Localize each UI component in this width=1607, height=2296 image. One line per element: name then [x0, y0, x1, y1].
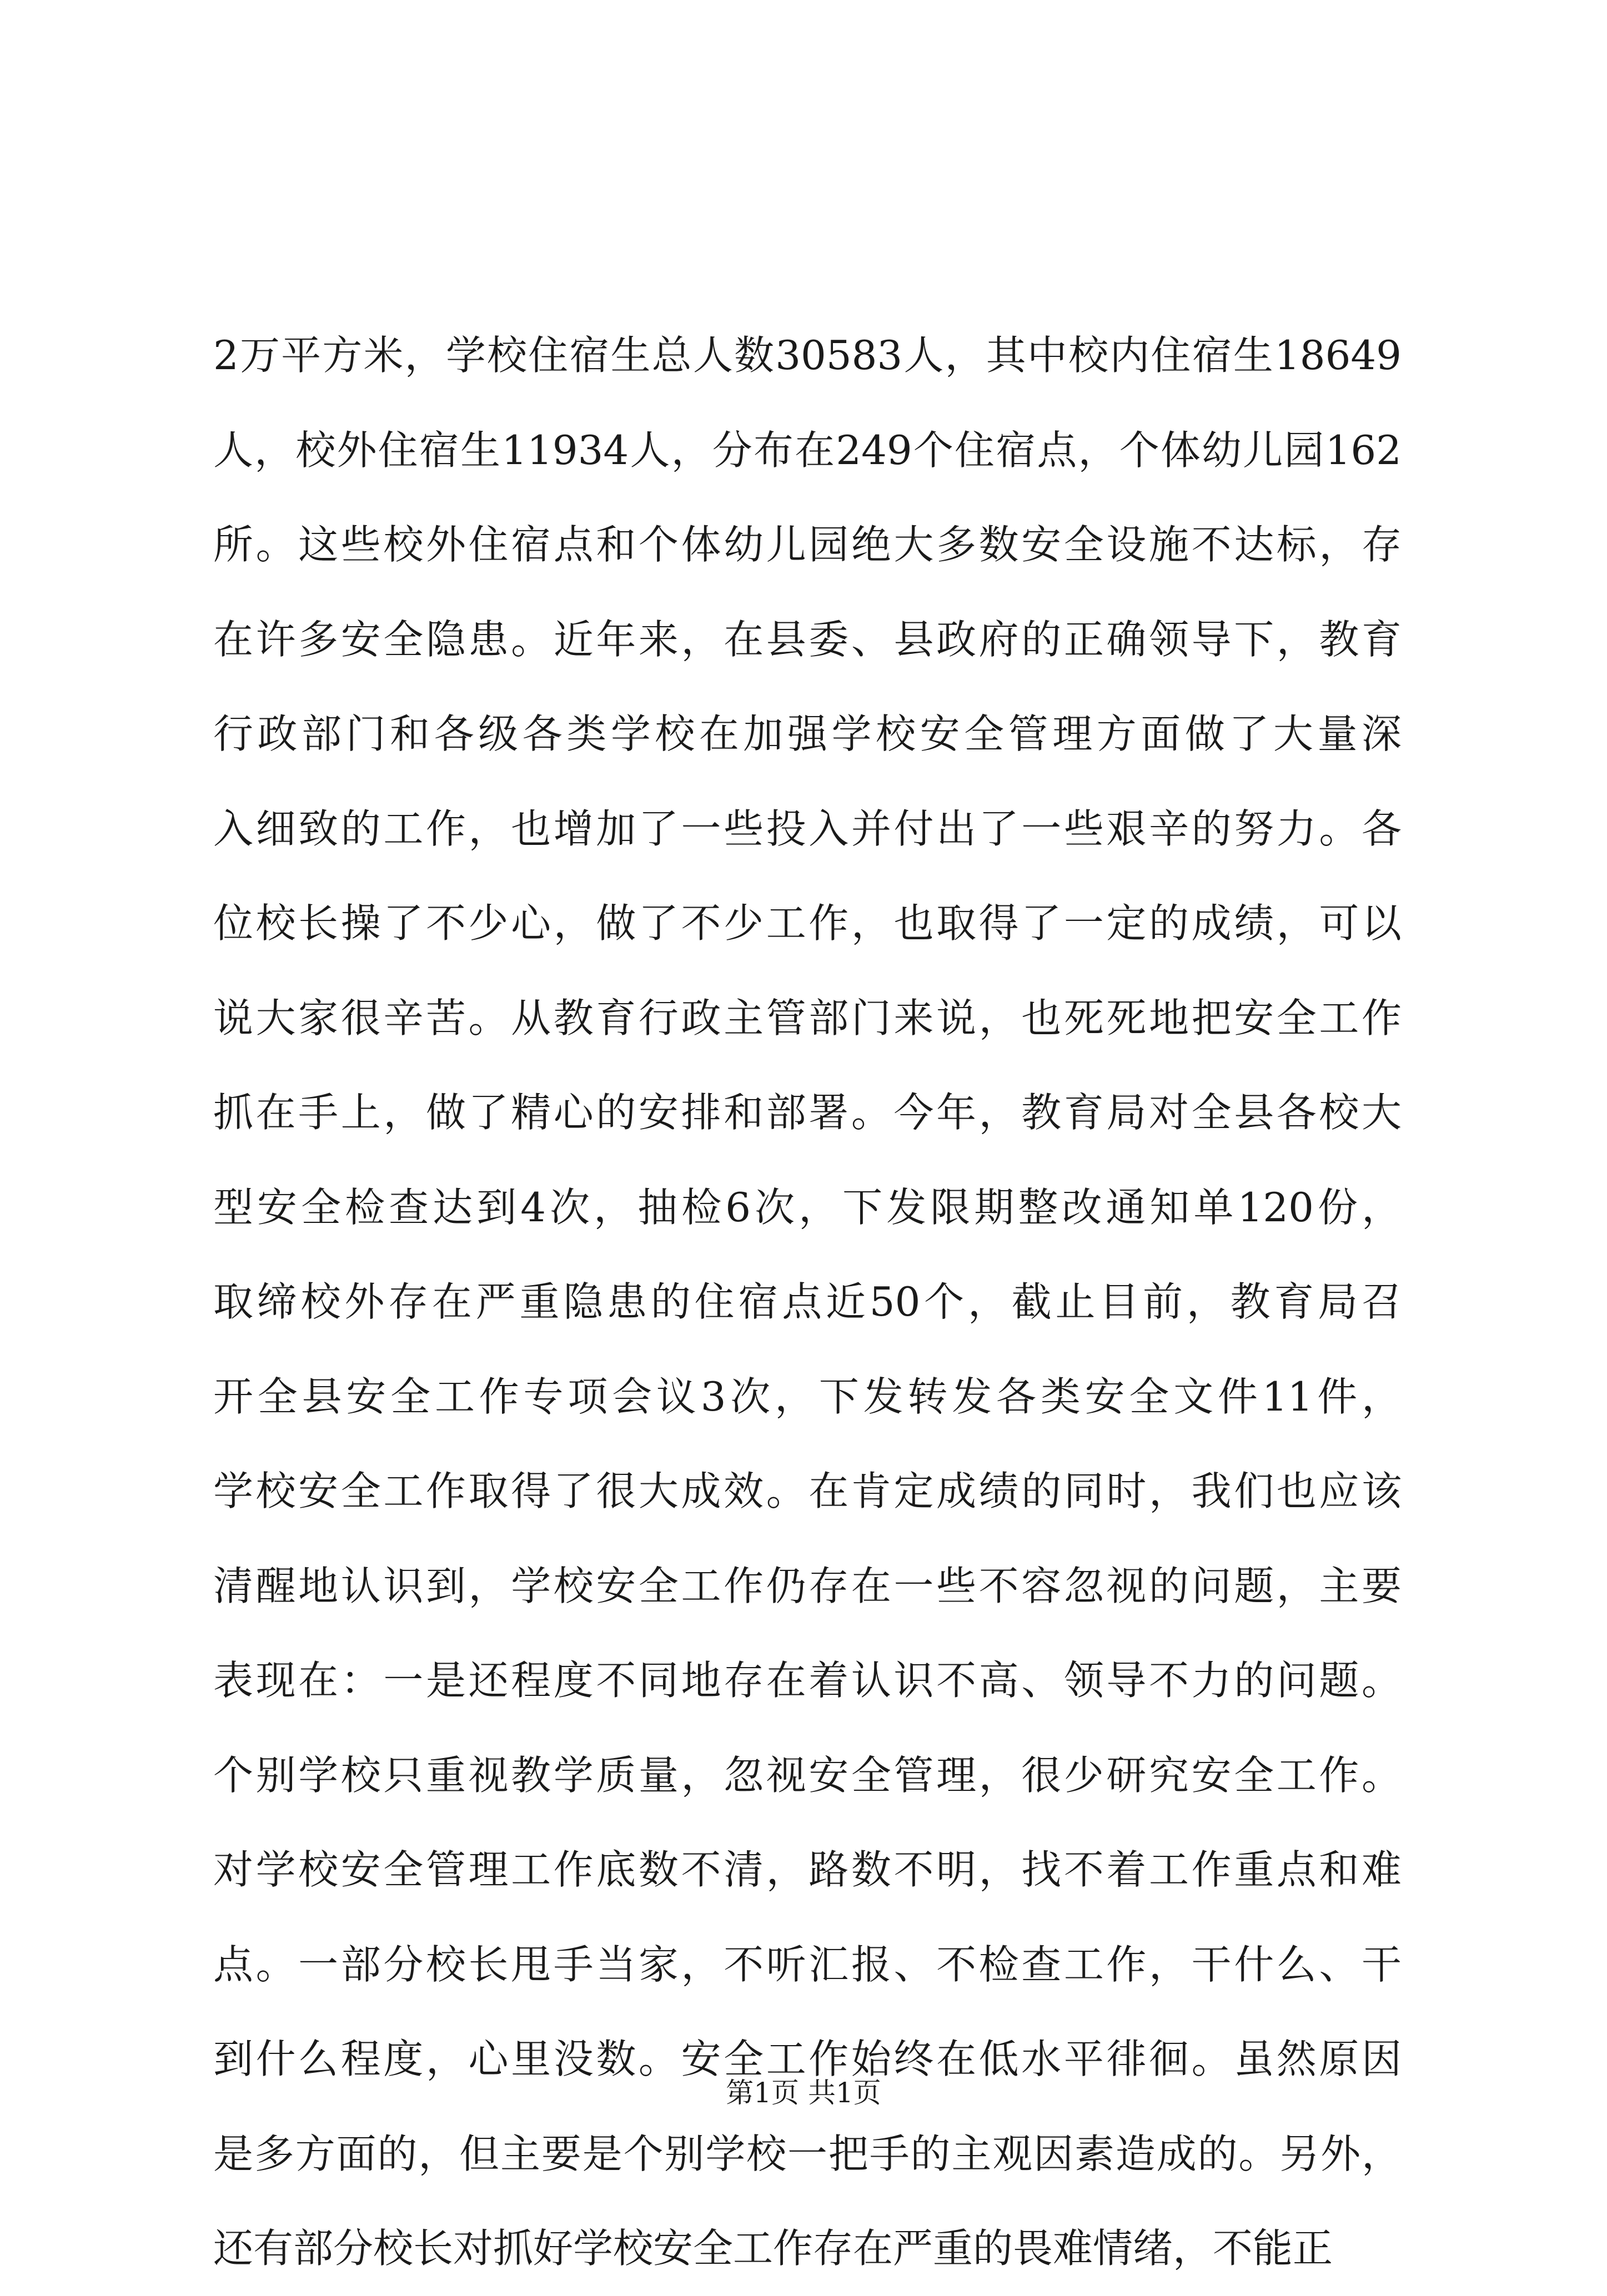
text-line: 个别学校只重视教学质量，忽视安全管理，很少研究安全工作。: [213, 1751, 1402, 1799]
text-line: 是多方面的，但主要是个别学校一把手的主观因素造成的。另外，: [213, 2130, 1402, 2177]
text-line: 取缔校外存在严重隐患的住宿点近50个，截止目前，教育局召: [213, 1278, 1402, 1325]
text-line: 清醒地认识到，学校安全工作仍存在一些不容忽视的问题，主要: [213, 1562, 1402, 1609]
text-line: 2万平方米，学校住宿生总人数30583人，其中校内住宿生18649: [213, 332, 1402, 379]
text-line: 型安全检查达到4次，抽检6次，下发限期整改通知单120份，: [213, 1184, 1402, 1231]
text-line: 还有部分校长对抓好学校安全工作存在严重的畏难情绪，不能正: [213, 2225, 1333, 2272]
text-line: 对学校安全管理工作底数不清，路数不明，找不着工作重点和难: [213, 1846, 1402, 1893]
text-line: 说大家很辛苦。从教育行政主管部门来说，也死死地把安全工作: [213, 994, 1402, 1041]
text-line: 点。一部分校长甩手当家，不听汇报、不检查工作，干什么、干: [213, 1941, 1402, 1988]
text-line: 学校安全工作取得了很大成效。在肯定成绩的同时，我们也应该: [213, 1468, 1402, 1514]
text-line: 所。这些校外住宿点和个体幼儿园绝大多数安全设施不达标，存: [213, 521, 1402, 568]
text-line: 位校长操了不少心，做了不少工作，也取得了一定的成绩，可以: [213, 900, 1402, 946]
text-line: 表现在：一是还程度不同地存在着认识不高、领导不力的问题。: [213, 1657, 1402, 1704]
text-line: 在许多安全隐患。近年来，在县委、县政府的正确领导下，教育: [213, 616, 1402, 663]
text-line: 到什么程度，心里没数。安全工作始终在低水平徘徊。虽然原因: [213, 2036, 1402, 2082]
text-line: 人，校外住宿生11934人，分布在249个住宿点，个体幼儿园162: [213, 426, 1402, 474]
text-line: 行政部门和各级各类学校在加强学校安全管理方面做了大量深: [213, 711, 1402, 757]
page-footer: 第1页 共1页: [726, 2077, 881, 2109]
body-paragraph: [213, 308, 1402, 2296]
text-line: 开全县安全工作专项会议3次，下发转发各类安全文件11件，: [213, 1373, 1402, 1420]
text-line: 抓在手上，做了精心的安排和部署。今年，教育局对全县各校大: [213, 1089, 1402, 1136]
text-line: 入细致的工作，也增加了一些投入并付出了一些艰辛的努力。各: [213, 805, 1402, 852]
